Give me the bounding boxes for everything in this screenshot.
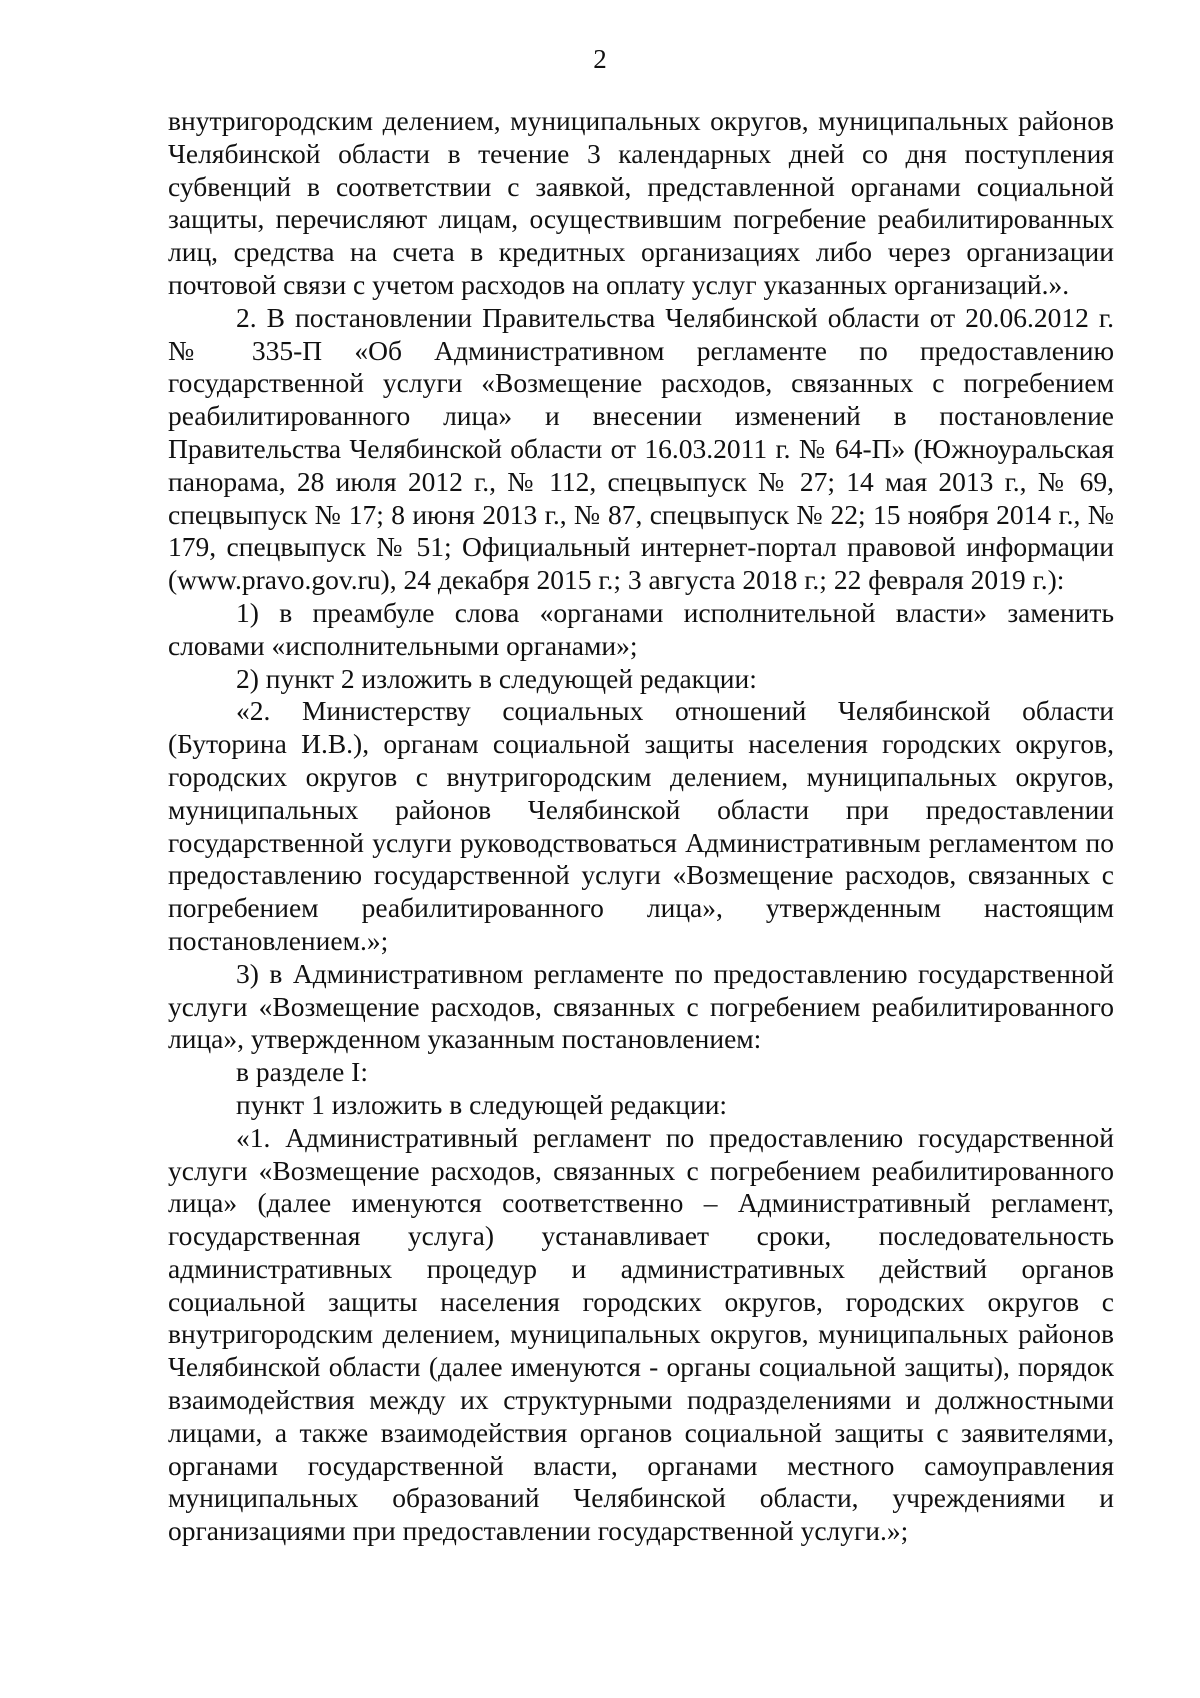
paragraph-item-2-resolution-amendment: 2. В постановлении Правительства Челябинской области от 20.06.2012 г. № 335-П «Об Административном регламенте по предоставлению государственной услуги «Возмещение расходов, связанных с погребением реабилитированного лица» и внесении изменений в постановление Правительства Челябинской области от 16.03.2011 г. № 64-П» (Южноуральская панорама, 28 июля 2012 г., № 112, спецвыпуск № 27; 14 мая 2013 г., № 69, спецвыпуск № 17; 8 июня 2013 г., № 87, спецвыпуск № 22; 15 ноября 2014 г., № 179, спецвыпуск № 51; Официальный интернет-портал правовой информации (www.pravo.gov.ru), 24 декабря 2015 г.; 3 августа 2018 г.; 22 февраля 2019 г.): [168,301,1114,596]
paragraph-point-1-new-text: «1. Административный регламент по предоставлению государственной услуги «Возмещение расходов, связанных с погребением реабилитированного лица» (далее именуются соответственно – Административный регламент, государственная услуга) устанавливает сроки, последовательность административных процедур и административных действий органов социальной защиты населения городских округов, городских округов с внутригородским делением, муниципальных округов, муниципальных районов Челябинской области (далее именуются - органы социальной защиты), порядок взаимодействия между их структурными подразделениями и должностными лицами, а также взаимодействия органов социальной защиты с заявителями, органами государственной власти, органами местного самоуправления муниципальных образований Челябинской области, учреждениями и организациями при предоставлении государственной услуги.»; [168,1121,1114,1547]
page-number: 2 [593,44,607,74]
paragraph-point-2-new-text: «2. Министерству социальных отношений Челябинской области (Буторина И.В.), органам социальной защиты населения городских округов, городских округов с внутригородским делением, муниципальных округов, муниципальных районов Челябинской области при предоставлении государственной услуги руководствоваться Административным регламентом по предоставлению государственной услуги «Возмещение расходов, связанных с погребением реабилитированного лица», утвержденным настоящим постановлением.»; [168,695,1114,956]
paragraph-subitem-3-regulation: 3) в Административном регламенте по предоставлению государственной услуги «Возмещение расходов, связанных с погребением реабилитированного лица», утвержденном указанным постановлением: [168,957,1114,1055]
paragraph-section-1: в разделе I: [236,1056,368,1088]
paragraph-point-1-intro: пункт 1 изложить в следующей редакции: [236,1088,728,1120]
paragraph-subitem-1-preamble: 1) в преамбуле слова «органами исполнительной власти» заменить словами «исполнительными органами»; [168,596,1114,661]
document-body [168,105,1114,1548]
paragraph-subitem-2-point-2: 2) пункт 2 изложить в следующей редакции: [236,662,757,694]
paragraph-continuation: внутригородским делением, муниципальных округов, муниципальных районов Челябинской области в течение 3 календарных дней со дня поступления субвенций в соответствии с заявкой, представленной органами социальной защиты, перечисляют лицам, осуществившим погребение реабилитированных лиц, средства на счета в кредитных организациях либо через организации почтовой связи с учетом расходов на оплату услуг указанных организаций.». [168,105,1114,300]
